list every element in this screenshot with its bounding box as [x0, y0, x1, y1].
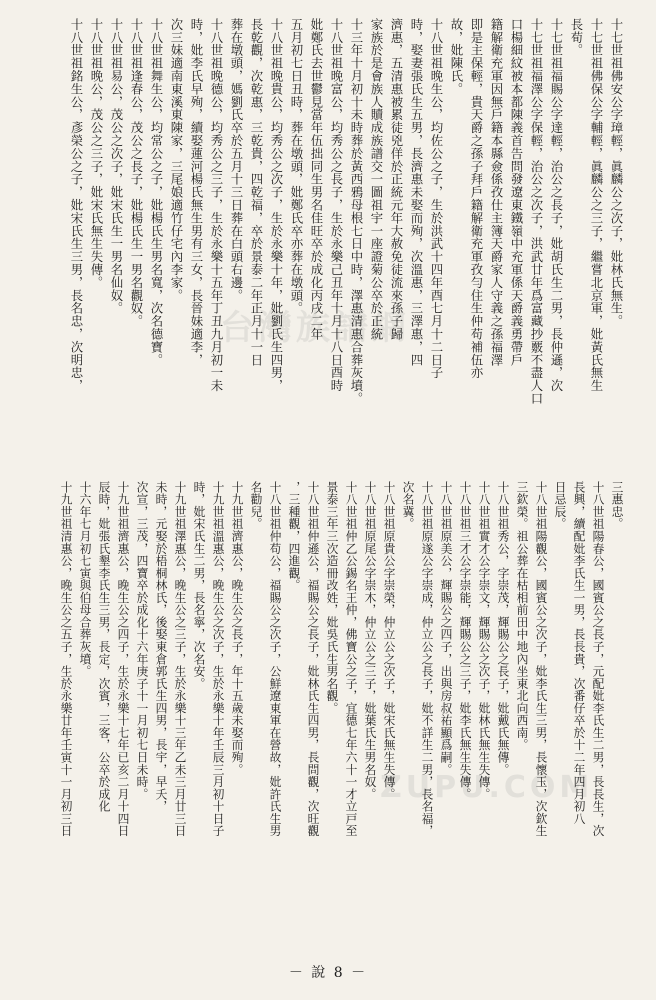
text-column: 名勸兒。 [249, 481, 263, 531]
text-column: 口楊細紋被本都陳義首告問發遼東鐵嶺中充軍係天爵義勇帶戶 [509, 18, 524, 367]
text-column: 十八世祖晚德公，均秀公之三子，生於永樂十五年丁丑九月初一未 [209, 18, 224, 393]
page-number: － 說 8 － [288, 965, 368, 981]
text-column: 十三年十月初十未時葬於黃西鴉母根七日中時，澤惠清惠合葬灰墳。 [349, 18, 364, 405]
text-column: 十八世祖銘生公，彥榮公之子，妣宋氏生三男，長名忠，次明忠， [69, 18, 84, 393]
text-column: 長乾觀，次乾惠，三乾貴，四乾福，卒於景泰二年正月十一日 [249, 18, 264, 367]
text-column: 十八世祖舞生公，均常公之子，妣楊氏生男名寬，次名德寶。 [149, 18, 164, 367]
text-column: 十九世祖濟惠公，晚生公之四子，生於永樂十七年已亥二月十四日 [116, 481, 130, 838]
text-column: 十八世祖秀公，字崇茂，輝賜公之長子，妣戴氏無傳。 [496, 481, 510, 776]
text-column: 景泰三年三次造冊改姓，妣吳氏生男名觀。 [325, 481, 339, 715]
upper-text-block [66, 18, 626, 481]
text-column: 十八世祖仲遜公，福賜公之長子，妣林氏生四男，長問觀，次旺觀 [306, 481, 320, 838]
text-column: 次名冀。 [401, 481, 415, 531]
text-column: 時，妣宋氏生二男，長名寧，次名安。 [192, 481, 206, 690]
text-column: 即是主保輕，貴天爵之孫子拜戶籍解衛充軍孜勻住生仲苟補伍亦 [469, 18, 484, 380]
text-column: 十八世祖三才公字崇能，輝賜公之三子，妣李氏無生失傳。 [458, 481, 472, 801]
text-column: 十八世祖晚生公，均佐公之子，生於洪武十四年酉七月十二日子 [429, 18, 444, 380]
text-column: 故，妣陳氏。 [449, 18, 464, 96]
text-column: 十八世祖原貴公字崇榮，仲立公之次子，妣宋氏無生失傳。 [382, 481, 396, 801]
text-column: 十八世祖原尾公字崇木，仲立公之三子，妣葉氏生男名奴。 [363, 481, 377, 801]
text-column: 辰時，妣張氏墾李氏生三男，長定，次賓，三客，公卒於成化 [97, 481, 111, 813]
text-column: 日忌辰。 [553, 481, 567, 531]
text-column: 未時，元娶於梧桐林氏，後娶東倉郭氏生四男，長宇，早夭， [154, 481, 168, 813]
text-column: 三欽榮。祖公葬在枯相前田中地內坐東北向西南。 [515, 481, 529, 752]
text-column: 次宣，三茂，四寶卒於成化十六年庚子十一月初七日未時。 [135, 481, 149, 801]
text-column: 十八世祖晚公，茂公之三子，妣宋氏無生失傳。 [89, 18, 104, 289]
text-column: 十九世祖濟惠公，晚生公之長子，年十五歲未娶而殉。 [230, 481, 244, 776]
text-column: 十九世祖澤惠公，晚生公之三子，生於永樂十三年乙未三月廿三日 [173, 481, 187, 838]
text-column: 十八世祖陽春公，國賓公之長子，元配妣李氏生二男，長長生，次 [591, 481, 605, 838]
text-column: 長荀。 [569, 18, 584, 57]
text-column: 十八世祖晚富公，均秀公之長子，生於永樂己丑年十月十八日酉時 [329, 18, 344, 393]
text-column: 三惠忠。 [610, 481, 624, 531]
text-column: 十八世祖晚貴公，均秀公之次子，生於永樂十年，妣劉氏生四男， [269, 18, 284, 393]
watermark-url: ZUPU.COM [380, 770, 594, 805]
text-column: 長興，續配妣李氏生一男，長長貴，次番仔卒於十二年四月初八 [572, 481, 586, 825]
watermark-text: 台灣族譜網 [220, 308, 410, 348]
text-column: 家族於是會族人贖成族譜交一圖祖宇一座證菊公卒於正統 [369, 18, 384, 341]
text-column: 十八世祖實才公字崇文，輝賜公之次子，妣林氏無生失傳。 [477, 481, 491, 801]
text-column: 時，妣李氏早殉，續娶蓮河楊氏無生男有三女，長晉妹適李， [189, 18, 204, 367]
text-column: 十八世祖原美公，輝賜公之四子，出與房叔祐顯爲嗣。 [439, 481, 453, 776]
text-column: 十七世祖福澤公字保輕，治公之次子，洪武廿年爲富藏抄覈不盡人口 [529, 18, 544, 405]
lower-text-block [56, 481, 626, 944]
text-column: 濟惠，五清惠被累徒兇佯於正統元年大赦免徒流來孫子歸 [389, 18, 404, 341]
text-column: 時，娶妻張氏生五男，長濟惠未娶而殉，次溫惠，三澤惠，四 [409, 18, 424, 367]
text-column: 次三妹適南東溪東陳家，三尾娘適竹仔宅內李家。 [169, 18, 184, 302]
text-column: 妣鄭氏去世鬱見當年伍拙同生男名佳旺卒於成化丙戌二年 [309, 18, 324, 341]
text-column: 十七世祖福賜公字達輕，治公之長子，妣胡氏生二男，長仲遜，次 [549, 18, 564, 393]
text-column: 十八世祖原遂公字崇成，仲立公之長子，妣不詳生二男，長名福， [420, 481, 434, 838]
text-column: 十九世祖清惠公，晚生公之五子，生於永樂廿年壬寅十一月初三日 [59, 481, 73, 838]
text-column: 十八世祖逢春公，茂公之長子，妣楊氏生一男名觀奴。 [129, 18, 144, 328]
text-column: 籍解衛充軍因無戶籍本縣僉係孜仕主簿天爵家人守義之孫福澤 [489, 18, 504, 367]
text-column: ，三種觀，四進觀。 [287, 481, 301, 592]
text-column: 十八世祖易公，茂公之次子，妣宋氏生一男名仙奴。 [109, 18, 124, 315]
text-column: 十八世祖陽觀公，國賓公之次子，妣李氏生三男，長懷玉，次欽生 [534, 481, 548, 838]
text-column: 十六年七月初七寅與伯母合葬灰墳。 [78, 481, 92, 678]
text-column: 葬在墩頭，媽劉氏卒於五月十三日葬在白頭右邊。 [229, 18, 244, 302]
text-column: 十八世祖仲苟公，福賜公之次子，公鮮遼東軍在營故，妣許氏生男 [268, 481, 282, 838]
text-column: 十七世祖佛安公字璋輕，眞麟公之次子，妣林氏無生。 [609, 18, 624, 328]
text-column: 十八世祖仲乙公錫名王仲，佛寶公之子，宜德七年六十一才立戸至 [344, 481, 358, 838]
text-column: 十九世祖溫惠公，晚生公之次子，生於永樂十年壬辰三月初十日子 [211, 481, 225, 838]
text-column: 五月初七日丑時，葬在墩頭，妣鄭氏卒亦葬在墩頭。 [289, 18, 304, 315]
text-column: 十七世祖佛保公字輔輕，眞麟公之三子，繼嘗北京軍，妣黃氏無生 [589, 18, 604, 393]
